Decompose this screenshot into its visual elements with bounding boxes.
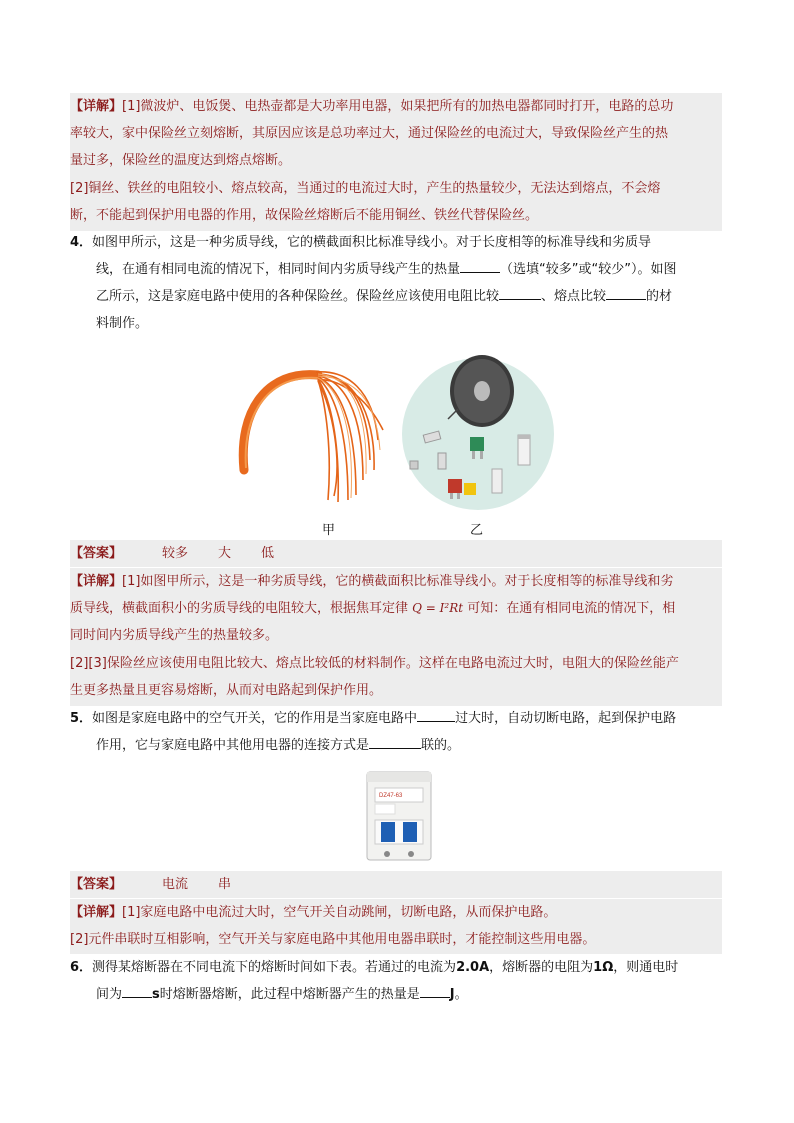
q4-line-1: 4．如图甲所示，这是一种劣质导线，它的横截面积比标准导线小。对于长度相等的标准导线和劣质导 xyxy=(70,235,652,250)
detail-tag: 【详解】 xyxy=(70,574,123,589)
answer-3: 低 xyxy=(261,546,275,561)
q5-detail-line-1: 【详解】[1]家庭电路中电流过大时，空气开关自动跳闸，切断电路，从而保护电路。 xyxy=(70,905,557,920)
answer-blank xyxy=(122,983,152,998)
q5-answer-line xyxy=(70,871,722,898)
q4-detail-line-1: 【详解】[1]如图甲所示，这是一种劣质导线，它的横截面积比标准导线小。对于长度相等的标准导线和劣 xyxy=(70,574,674,589)
q4-line-4: 料制作。 xyxy=(96,316,149,331)
question-number: 4． xyxy=(70,235,93,250)
q4-line-3: 乙所示，这是家庭电路中使用的各种保险丝。保险丝应该使用电阻比较 、熔点比较 的材 xyxy=(96,283,722,310)
q5-line-2: 作用，它与家庭电路中其他用电器的连接方式是 联的。 xyxy=(96,732,722,759)
q4-answer-line xyxy=(70,540,722,567)
fuses-figure xyxy=(400,349,555,511)
q3-detail-line-5: 断，不能起到保护用电器的作用，故保险丝熔断后不能用铜丝、铁丝代替保险丝。 xyxy=(70,208,539,223)
answer-1: 电流 xyxy=(162,877,189,892)
q4-detail-line-4: [2][3]保险丝应该使用电阻比较大、熔点比较低的材料制作。这样在电路电流过大时，电阻大的保险丝能产 xyxy=(70,656,679,671)
answer-blank xyxy=(369,734,421,749)
breaker-label: DZ47-63 xyxy=(379,793,403,799)
q5-detail-line-2: [2]元件串联时互相影响，空气开关与家庭电路中其他用电器串联时，才能控制这些用电器。 xyxy=(70,932,596,947)
resistance-value: 1Ω xyxy=(593,960,614,975)
q6-line-1: 6．测得某熔断器在不同电流下的熔断时间如下表。若通过的电流为2.0A，熔断器的电阻为1Ω，则通电时 xyxy=(70,960,679,975)
q5-line-1: 5．如图是家庭电路中的空气开关，它的作用是当家庭电路中 过大时，自动切断电路，起到保护电路 xyxy=(70,705,722,732)
answer-blank xyxy=(499,285,541,300)
q3-detail-line-1: 【详解】[1]微波炉、电饭煲、电热壶都是大功率用电器，如果把所有的加热电器都同时打开，电路的总功 xyxy=(70,99,674,114)
question-number: 5． xyxy=(70,711,93,726)
figure-label-jia: 甲 xyxy=(322,523,336,538)
q4-line-2: 线，在通有相同电流的情况下，相同时间内劣质导线产生的热量 （选填“较多”或“较少”）。如图 xyxy=(96,256,722,283)
answer-1: 较多 xyxy=(162,546,189,561)
answer-blank xyxy=(606,285,646,300)
q3-detail-line-2: 率较大，家中保险丝立刻熔断，其原因应该是总功率过大，通过保险丝的电流过大，导致保险丝产生的热 xyxy=(70,126,669,141)
question-number: 6． xyxy=(70,960,93,975)
answer-blank xyxy=(460,258,500,273)
inferior-wire-figure xyxy=(238,350,388,510)
answer-2: 大 xyxy=(218,546,232,561)
answer-2: 串 xyxy=(218,877,232,892)
q6-line-2: 间为 s时熔断器熔断，此过程中熔断器产生的热量是 J。 xyxy=(96,981,722,1008)
q3-detail-line-4: [2]铜丝、铁丝的电阻较小、熔点较高，当通过的电流过大时，产生的热量较少，无法达到熔点，不会熔 xyxy=(70,181,661,196)
answer-tag: 【答案】 xyxy=(70,877,123,892)
answer-blank xyxy=(420,983,450,998)
detail-tag: 【详解】 xyxy=(70,99,123,114)
q4-detail-line-2: 质导线，横截面积小的劣质导线的电阻较大，根据焦耳定律 Q = I²Rt 可知：在通有相同电流的情况下，相 xyxy=(70,601,676,616)
joule-formula: Q = I²Rt xyxy=(412,601,464,615)
answer-tag: 【答案】 xyxy=(70,546,123,561)
q4-detail-line-3: 同时间内劣质导线产生的热量较多。 xyxy=(70,628,279,643)
figure-label-yi: 乙 xyxy=(470,523,484,538)
air-switch-figure xyxy=(365,768,433,864)
detail-tag: 【详解】 xyxy=(70,905,123,920)
q4-detail-line-5: 生更多热量且更容易熔断，从而对电路起到保护作用。 xyxy=(70,683,383,698)
answer-blank xyxy=(417,707,455,722)
current-value: 2.0A xyxy=(456,960,490,975)
q3-detail-line-3: 量过多，保险丝的温度达到熔点熔断。 xyxy=(70,153,292,168)
